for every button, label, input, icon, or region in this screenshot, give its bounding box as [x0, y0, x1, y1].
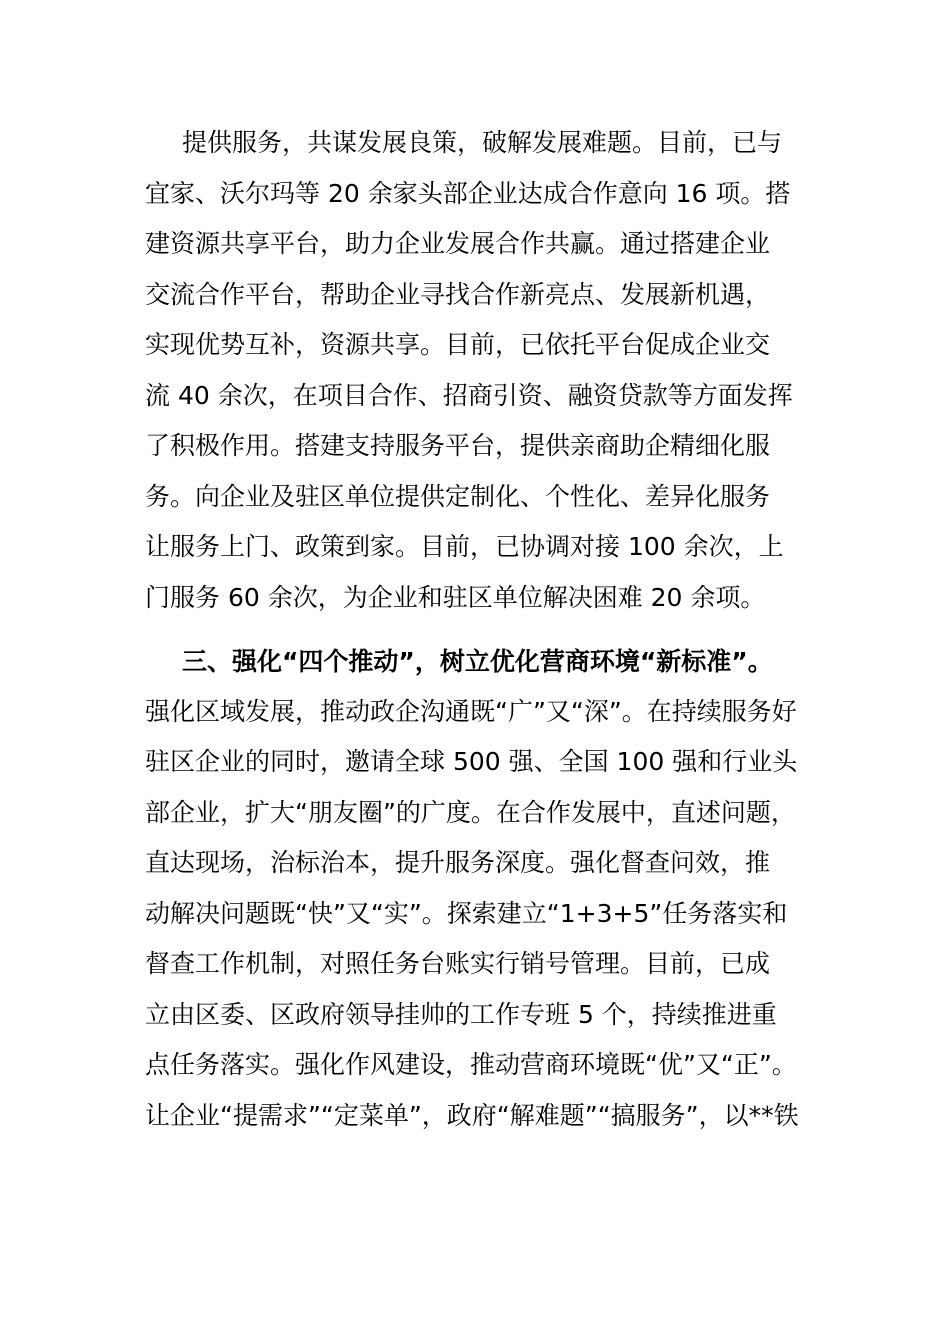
paragraph-line: 点任务落实。强化作风建设，推动营商环境既“优”又“正”。	[145, 1050, 797, 1079]
paragraph-line: 提供服务，共谋发展良策，破解发展难题。目前，已与	[182, 128, 783, 157]
paragraph-line: 直达现场，治标治本，提升服务深度。强化督查问效，推	[145, 848, 771, 877]
paragraph-line: 督查工作机制，对照任务台账实行销号管理。目前，已成	[145, 949, 771, 978]
paragraph-line: 立由区委、区政府领导挂帅的工作专班 5 个，持续推进重	[145, 1000, 777, 1029]
paragraph-line: 部企业，扩大“朋友圈”的广度。在合作发展中，直述问题，	[145, 798, 796, 827]
paragraph-line: 交流合作平台，帮助企业寻找合作新亮点、发展新机遇，	[145, 280, 771, 309]
paragraph-line: 了积极作用。搭建支持服务平台，提供亲商助企精细化服	[145, 431, 771, 460]
paragraph-line: 建资源共享平台，助力企业发展合作共赢。通过搭建企业	[145, 229, 771, 258]
paragraph-line: 让企业“提需求”“定菜单”，政府“解难题”“搞服务”，以**铁	[145, 1101, 799, 1130]
paragraph-line: 流 40 余次，在项目合作、招商引资、融资贷款等方面发挥	[145, 381, 793, 410]
paragraph-line: 动解决问题既“快”又“实”。探索建立“1+3+5”任务落实和	[145, 899, 788, 928]
paragraph-line: 宜家、沃尔玛等 20 余家头部企业达成合作意向 16 项。搭	[145, 179, 791, 208]
paragraph-line: 让服务上门、政策到家。目前，已协调对接 100 余次，上	[145, 532, 784, 561]
paragraph-line: 务。向企业及驻区单位提供定制化、个性化、差异化服务	[145, 482, 771, 511]
paragraph-line: 实现优势互补，资源共享。目前，已依托平台促成企业交	[145, 330, 771, 359]
paragraph-line: 门服务 60 余次，为企业和驻区单位解决困难 20 余项。	[145, 583, 766, 612]
paragraph-line: 强化区域发展，推动政企沟通既“广”又“深”。在持续服务好	[145, 697, 797, 726]
paragraph-line: 驻区企业的同时，邀请全球 500 强、全国 100 强和行业头	[145, 747, 798, 776]
section-heading: 三、强化“四个推动”，树立优化营商环境“新标准”。	[182, 647, 773, 676]
